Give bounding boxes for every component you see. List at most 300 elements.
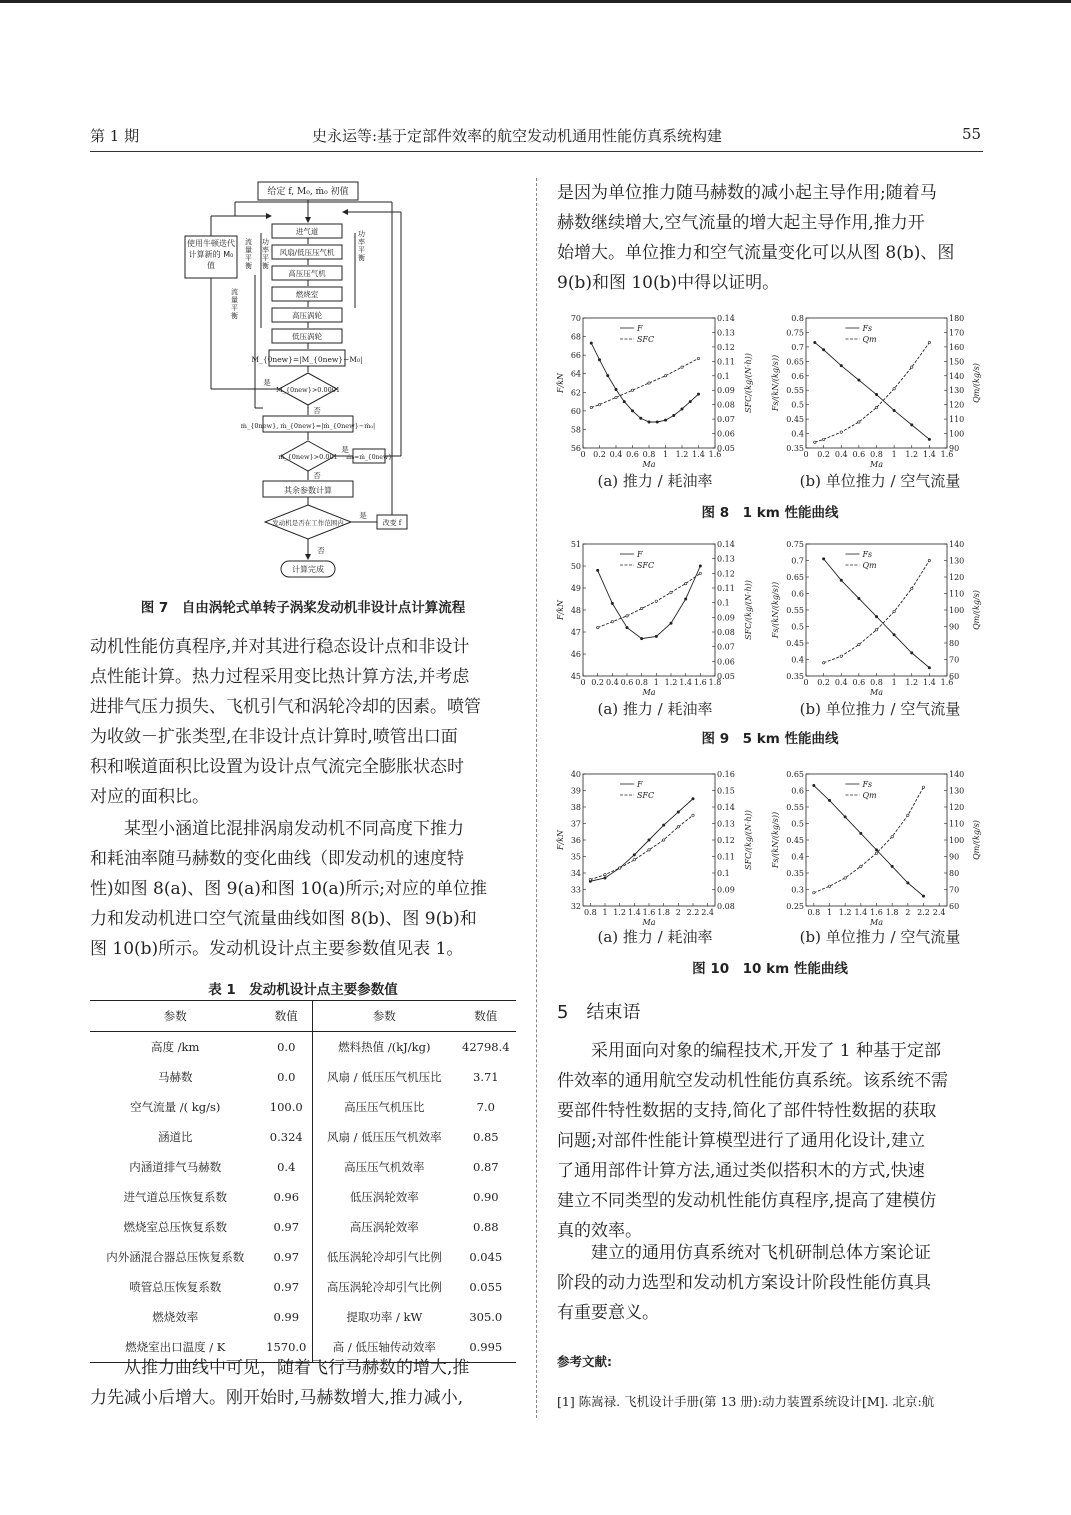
y2-tick-label: 80: [949, 869, 960, 878]
table-cell: 喷管总压恢复系数: [129, 1280, 222, 1294]
header-rule: [90, 151, 983, 152]
table-cell: 高压涡轮效率: [313, 1212, 456, 1242]
data-point: [860, 865, 862, 867]
y2-tick-label: 0.15: [717, 786, 735, 796]
table-cell: 进气道总压恢复系数: [123, 1190, 227, 1204]
x-tick-label: 1.4: [679, 678, 693, 687]
data-point: [623, 400, 625, 402]
y-tick-label: 0.35: [786, 869, 804, 878]
legend-label: Qm: [862, 791, 877, 800]
legend-label: Qm: [862, 335, 877, 344]
x-tick-label: 1.6: [708, 450, 722, 459]
x-axis-label: Ma: [642, 460, 656, 468]
yes-label-2: 是: [341, 445, 349, 454]
y-tick-label: 0.45: [786, 415, 804, 425]
table-cell: 高压压气机效率: [313, 1152, 456, 1182]
table-cell: 高压压气机压比: [313, 1092, 456, 1122]
y2-tick-label: 150: [949, 357, 965, 367]
y2-tick-label: 0.1: [717, 598, 730, 608]
power-balance-note: 功率平衡: [262, 238, 269, 270]
figure-9-caption: 图 9 5 km 性能曲线: [701, 731, 839, 747]
y-tick-label: 66: [570, 351, 581, 361]
text-line: 要部件特性数据的支持,简化了部件特性数据的获取: [557, 1101, 937, 1121]
y-tick-label: 0.75: [786, 328, 804, 338]
table-row: [90, 1242, 516, 1272]
data-point: [858, 421, 860, 423]
data-point: [928, 559, 930, 561]
y2-tick-label: 0.11: [717, 584, 735, 593]
x-tick-label: 1.6: [940, 450, 954, 459]
data-point: [626, 626, 628, 628]
y2-tick-label: 170: [949, 328, 965, 338]
data-point: [648, 382, 650, 384]
data-point: [893, 388, 895, 390]
text-line: 和耗油率随马赫数的变化曲线（即发动机的速度特: [90, 849, 464, 869]
chart-fig8a: [555, 312, 755, 468]
x-tick-label: 1.8: [885, 908, 899, 917]
data-point: [664, 375, 666, 377]
y-tick-label: 0.4: [791, 655, 804, 665]
table-cell: 0.97: [273, 1280, 300, 1294]
data-point: [893, 634, 895, 636]
chart-fig8b: [770, 312, 983, 468]
x-tick-label: 0: [803, 450, 809, 459]
y-tick-label: 56: [570, 444, 581, 453]
data-point: [684, 582, 686, 584]
table-cell: 0.045: [469, 1250, 503, 1264]
x-tick-label: 1.6: [693, 678, 707, 687]
table-cell: 42798.4: [462, 1040, 510, 1054]
y-tick-label: 0.55: [786, 803, 804, 812]
y2-tick-label: 0.1: [717, 371, 730, 381]
y2-tick-label: 0.14: [717, 803, 735, 812]
text-line: 件效率的通用航空发动机性能仿真系统。该系统不需: [557, 1071, 948, 1091]
y2-tick-label: 0.14: [717, 540, 735, 549]
y-tick-label: 0.45: [786, 836, 804, 845]
x-tick-label: 2.2: [686, 908, 700, 917]
y2-tick-label: 0.11: [717, 357, 735, 367]
x-tick-label: 0.4: [609, 450, 623, 459]
figure-10-caption: 图 10 10 km 性能曲线: [692, 961, 848, 977]
legend-label: Fs: [862, 780, 873, 789]
x-tick-label: 1.4: [923, 678, 936, 687]
data-point: [604, 877, 606, 879]
y2-tick-label: 140: [949, 371, 965, 381]
table-header: 参数: [313, 1001, 456, 1032]
y2-tick-label: 0.06: [717, 657, 735, 667]
data-point: [813, 892, 815, 894]
no-label-2: 否: [313, 471, 321, 480]
x-tick-label: 1.2: [664, 678, 678, 687]
y2-tick-label: 0.05: [717, 444, 735, 453]
x-axis-label: Ma: [642, 688, 656, 696]
y-tick-label: 0.5: [791, 819, 804, 829]
data-point: [673, 414, 675, 416]
x-tick-label: 0.4: [834, 450, 848, 459]
data-point: [911, 587, 913, 589]
text-line: 有重要意义。: [557, 1303, 659, 1323]
y2-tick-label: 120: [949, 573, 965, 582]
x-tick-label: 0.2: [817, 678, 830, 687]
data-point: [656, 421, 658, 423]
table-cell: 0.99: [273, 1310, 300, 1324]
data-point: [648, 421, 650, 423]
data-point: [689, 400, 691, 402]
data-point: [840, 364, 842, 366]
data-point: [860, 832, 862, 834]
legend-label: Fs: [862, 550, 873, 559]
running-title: 史永运等:基于定部件效率的航空发动机通用性能仿真系统构建: [312, 127, 723, 145]
series-line-qm: [824, 561, 930, 663]
y-axis-label: F/kN: [556, 372, 565, 394]
y-tick-label: 0.65: [786, 573, 804, 582]
y2-tick-label: 100: [949, 836, 965, 845]
y-tick-label: 58: [570, 425, 581, 435]
data-point: [928, 667, 930, 669]
y-tick-label: 37: [570, 819, 581, 829]
x-tick-label: 1: [891, 678, 897, 687]
x-tick-label: 2.4: [932, 908, 946, 917]
table-cell: 0.4: [277, 1160, 296, 1174]
text-line: 图 10(b)所示。发动机设计点主要参数值见表 1。: [90, 939, 464, 959]
x-tick-label: 1.4: [854, 908, 868, 917]
data-point: [640, 607, 642, 609]
y2-tick-label: 0.09: [717, 885, 735, 895]
y-tick-label: 0.6: [791, 786, 804, 796]
text-line: 9(b)和图 10(b)中得以证明。: [557, 273, 780, 293]
x-tick-label: 2: [675, 908, 681, 917]
table-cell: 马赫数: [157, 1070, 193, 1084]
data-point: [875, 629, 877, 631]
y2-tick-label: 140: [949, 770, 965, 779]
data-point: [928, 341, 930, 343]
left-paragraph-1: [90, 632, 516, 812]
y-tick-label: 0.35: [786, 444, 804, 453]
table-row: [90, 1092, 516, 1122]
y2-tick-label: 60: [949, 902, 960, 911]
data-point: [598, 359, 600, 361]
y-tick-label: 0.25: [786, 902, 804, 911]
x-tick-label: 1.2: [613, 908, 627, 917]
text-line: 建立的通用仿真系统对飞机研制总体方案论证: [557, 1243, 931, 1263]
data-point: [699, 565, 701, 567]
legend-label: Qm: [862, 561, 877, 570]
text-line: 问题;对部件性能计算模型进行了通用化设计,建立: [557, 1131, 926, 1151]
table-cell: 0.87: [473, 1160, 499, 1174]
data-point: [911, 424, 913, 426]
data-point: [677, 826, 679, 828]
data-point: [875, 852, 877, 854]
y2-tick-label: 0.1: [717, 869, 730, 878]
table-cell: 燃料热值 /(kJ/kg): [313, 1032, 456, 1063]
data-point: [840, 579, 842, 581]
data-point: [922, 786, 924, 788]
x-tick-label: 2.4: [701, 908, 715, 917]
text-line: 进排气压力损失、飞机引气和涡轮冷却的因素。喷管: [90, 697, 481, 717]
table-row: [90, 1272, 516, 1302]
table-row: [90, 1152, 516, 1182]
modify-f-label: 改变 f: [382, 519, 402, 527]
table-cell: 风扇 / 低压压气机压比: [313, 1062, 456, 1092]
data-point: [928, 438, 930, 440]
top-rule: [0, 0, 1071, 3]
issue-number: 第 1 期: [90, 127, 140, 145]
table-cell: 低压涡轮效率: [313, 1182, 456, 1212]
table-row: [90, 1212, 516, 1242]
table-cell: 0.995: [456, 1332, 516, 1363]
y2-axis-label: Qm/(kg/s): [972, 820, 981, 860]
table-row: [90, 1122, 516, 1152]
data-point: [858, 643, 860, 645]
yes-label-1: 是: [263, 378, 271, 387]
end-label: 计算完成: [292, 565, 324, 574]
y2-axis-label: Qm/(kg/s): [972, 590, 981, 630]
cond1-label: M_{0new}>0.0001: [275, 386, 341, 394]
data-point: [922, 895, 924, 897]
y2-tick-label: 160: [949, 342, 965, 352]
table-cell: 100.0: [269, 1100, 303, 1114]
x-tick-label: 0.6: [852, 450, 866, 459]
table-cell: 0.90: [473, 1190, 499, 1204]
x-tick-label: 2.2: [917, 908, 930, 917]
data-point: [681, 366, 683, 368]
y2-tick-label: 70: [949, 885, 960, 895]
data-point: [814, 441, 816, 443]
y2-tick-label: 0.08: [717, 400, 735, 410]
data-point: [655, 600, 657, 602]
y2-tick-label: 100: [949, 606, 965, 615]
data-point: [596, 626, 598, 628]
data-point: [590, 342, 592, 344]
text-line: 某型小涵道比混排涡扇发动机不同高度下推力: [90, 819, 464, 839]
text-line: 建立不同类型的发动机性能仿真程序,提高了建模仿: [557, 1191, 937, 1211]
legend-label: F: [636, 780, 643, 789]
y2-axis-label: Qm/(kg/s): [972, 363, 981, 403]
text-line: 是因为单位推力随马赫数的减小起主导作用;随着马: [557, 183, 937, 203]
series-line-qm: [814, 787, 924, 893]
table-cell: 7.0: [476, 1100, 495, 1114]
text-line: 力和发动机进口空气流量曲线如图 8(b)、图 9(b)和: [90, 909, 477, 929]
legend-label: F: [636, 324, 643, 333]
data-point: [814, 341, 816, 343]
data-point: [875, 849, 877, 851]
text-line: 从推力曲线中可见，随着飞行马赫数的增大,推: [90, 1358, 470, 1378]
data-point: [822, 438, 824, 440]
y2-tick-label: 180: [949, 314, 965, 323]
start-label: 给定 f, M₀, ṁ₀ 初值: [267, 187, 349, 197]
table-cell: 0.0: [277, 1040, 296, 1054]
y-tick-label: 35: [570, 852, 581, 862]
flow-balance-note: 流量平衡: [245, 238, 252, 270]
data-point: [633, 854, 635, 856]
y2-tick-label: 0.08: [717, 628, 735, 637]
data-point: [589, 878, 591, 880]
y2-tick-label: 0.08: [717, 902, 735, 911]
y-tick-label: 0.4: [791, 852, 804, 862]
data-point: [633, 859, 635, 861]
y-tick-label: 38: [570, 803, 581, 812]
references-heading: 参考文献:: [557, 1354, 612, 1369]
x-tick-label: 1.6: [870, 908, 883, 917]
right-paragraph-2: [557, 1036, 983, 1246]
table-cell: 高度 /km: [151, 1040, 200, 1054]
data-point: [692, 798, 694, 800]
y2-tick-label: 0.12: [717, 836, 735, 845]
x-tick-label: 0.6: [852, 678, 866, 687]
y-tick-label: 68: [570, 332, 581, 342]
data-point: [631, 389, 633, 391]
fig9-sub-b: (b) 单位推力 / 空气流量: [799, 700, 961, 718]
y-tick-label: 45: [570, 672, 581, 681]
y2-tick-label: 0.09: [717, 613, 735, 623]
table-cell: 涵道比: [157, 1130, 193, 1144]
x-axis-label: Ma: [642, 918, 656, 926]
x-tick-label: 0: [803, 678, 809, 687]
y-tick-label: 0.35: [786, 672, 804, 681]
no-label-1: 否: [313, 406, 321, 415]
table-row: [90, 1182, 516, 1212]
data-point: [891, 836, 893, 838]
y2-tick-label: 0.12: [717, 569, 735, 579]
data-point: [907, 882, 909, 884]
y-tick-label: 0.55: [786, 386, 804, 396]
y2-tick-label: 120: [949, 803, 965, 812]
table-cell: 0.055: [469, 1280, 503, 1294]
table-1-caption: 表 1 发动机设计点主要参数值: [208, 982, 398, 998]
y-tick-label: 0.8: [791, 314, 804, 323]
text-line: 始增大。单位推力和空气流量变化可以从图 8(b)、图: [557, 243, 955, 263]
table-cell: 低压涡轮冷却引气比例: [313, 1242, 456, 1272]
data-point: [911, 652, 913, 654]
table-cell: 3.71: [473, 1070, 499, 1084]
y-tick-label: 0.4: [791, 429, 804, 439]
reference-1: [1] 陈嵩禄. 飞机设计手册(第 13 册):动力装置系统设计[M]. 北京:航: [557, 1394, 935, 1409]
page-number: 55: [962, 125, 982, 143]
x-tick-label: 0.8: [583, 908, 597, 917]
y2-tick-label: 0.11: [717, 852, 735, 862]
data-point: [607, 374, 609, 376]
legend-label: Fs: [862, 324, 873, 333]
chart-fig10b: [770, 768, 983, 926]
assign-label: ṁ₀=ṁ_{0new}: [346, 454, 392, 461]
y2-tick-label: 110: [949, 589, 965, 599]
data-point: [891, 865, 893, 867]
data-point: [893, 610, 895, 612]
fig8-sub-a: (a) 推力 / 耗油率: [597, 472, 713, 490]
y-tick-label: 36: [570, 836, 581, 845]
y2-axis-label: SFC/(kg/(N·h)): [744, 810, 753, 870]
y-axis-label: Fs/(kN/(kg/s)): [771, 581, 780, 639]
table-cell: 燃烧室总压恢复系数: [123, 1220, 227, 1234]
legend-label: SFC: [636, 335, 655, 344]
y2-tick-label: 0.05: [717, 672, 735, 681]
y-tick-label: 62: [570, 388, 581, 398]
data-point: [875, 393, 877, 395]
y2-tick-label: 0.13: [717, 819, 735, 829]
y2-tick-label: 120: [949, 400, 965, 410]
x-tick-label: 1.2: [838, 908, 852, 917]
data-point: [684, 598, 686, 600]
table-cell: 内涵道排气马赫数: [129, 1160, 222, 1174]
data-point: [697, 357, 699, 359]
table-row: [90, 1032, 516, 1063]
y-tick-label: 39: [570, 786, 581, 796]
x-tick-label: 0.6: [620, 678, 634, 687]
table-cell: 内外涵混合器总压恢复系数: [106, 1250, 245, 1264]
text-line: 力先减小后增大。刚开始时,马赫数增大,推力减小,: [90, 1388, 464, 1408]
data-point: [648, 849, 650, 851]
y-tick-label: 49: [570, 584, 581, 593]
table-cell: 空气流量 /( kg/s): [130, 1100, 221, 1114]
x-tick-label: 1.8: [708, 678, 722, 687]
data-point: [692, 814, 694, 816]
fig10-sub-b: (b) 单位推力 / 空气流量: [799, 928, 961, 946]
x-tick-label: 0.2: [817, 450, 830, 459]
x-tick-label: 0.8: [807, 908, 821, 917]
x-tick-label: 0.8: [870, 450, 883, 459]
flowchart: [175, 178, 415, 583]
text-line: 动机性能仿真程序,并对其进行稳态设计点和非设计: [90, 637, 470, 657]
y-tick-label: 0.3: [791, 885, 804, 895]
flow-label-0: 进气道: [295, 227, 319, 236]
chart-fig9b: [770, 538, 983, 696]
y2-tick-label: 70: [949, 655, 960, 665]
y-tick-label: 50: [570, 562, 581, 571]
left-paragraph-2: [90, 814, 516, 964]
cond3-label: 发动机是否在工作范围内: [272, 519, 344, 527]
y-axis-label: F/kN: [556, 599, 565, 621]
section-heading: 5 结束语: [557, 1002, 641, 1023]
y2-tick-label: 0.14: [717, 314, 735, 323]
data-point: [893, 409, 895, 411]
data-point: [907, 814, 909, 816]
y-tick-label: 0.75: [786, 540, 804, 549]
text-line: 对应的面积比。: [90, 787, 209, 807]
y2-tick-label: 0.13: [717, 554, 735, 564]
x-tick-label: 1: [826, 908, 833, 917]
data-point: [598, 403, 600, 405]
flow-balance-note-side: 流量平衡: [231, 288, 238, 320]
x-tick-label: 1.4: [923, 450, 936, 459]
x-tick-label: 1.2: [905, 450, 919, 459]
x-tick-label: 1: [602, 908, 608, 917]
x-tick-label: 1.8: [657, 908, 671, 917]
data-point: [822, 558, 824, 560]
y2-tick-label: 130: [949, 386, 965, 396]
y-tick-label: 0.7: [791, 556, 804, 566]
y-tick-label: 70: [570, 314, 581, 323]
data-point: [596, 569, 598, 571]
text-line: 为收敛－扩张类型,在非设计点计算时,喷管出口面: [90, 727, 458, 747]
data-point: [611, 621, 613, 623]
table-cell: 0.324: [269, 1130, 303, 1144]
x-tick-label: 1: [891, 450, 897, 459]
data-point: [858, 597, 860, 599]
x-tick-label: 0.2: [593, 450, 606, 459]
y2-tick-label: 100: [949, 429, 965, 439]
table-cell: 高 / 低压轴传动效率: [313, 1332, 456, 1363]
y-tick-label: 34: [570, 869, 581, 878]
flow-label-4: 高压涡轮: [292, 311, 322, 320]
text-line: 采用面向对象的编程技术,开发了 1 种基于定部: [557, 1041, 942, 1061]
legend-label: SFC: [636, 791, 655, 800]
y2-axis-label: SFC/(kg/(N·h)): [744, 580, 753, 640]
text-line: 赫数继续增大,空气流量的增大起主导作用,推力开: [557, 213, 925, 233]
y-tick-label: 33: [570, 885, 581, 895]
y2-tick-label: 80: [949, 639, 960, 648]
data-point: [699, 572, 701, 574]
data-point: [858, 379, 860, 381]
